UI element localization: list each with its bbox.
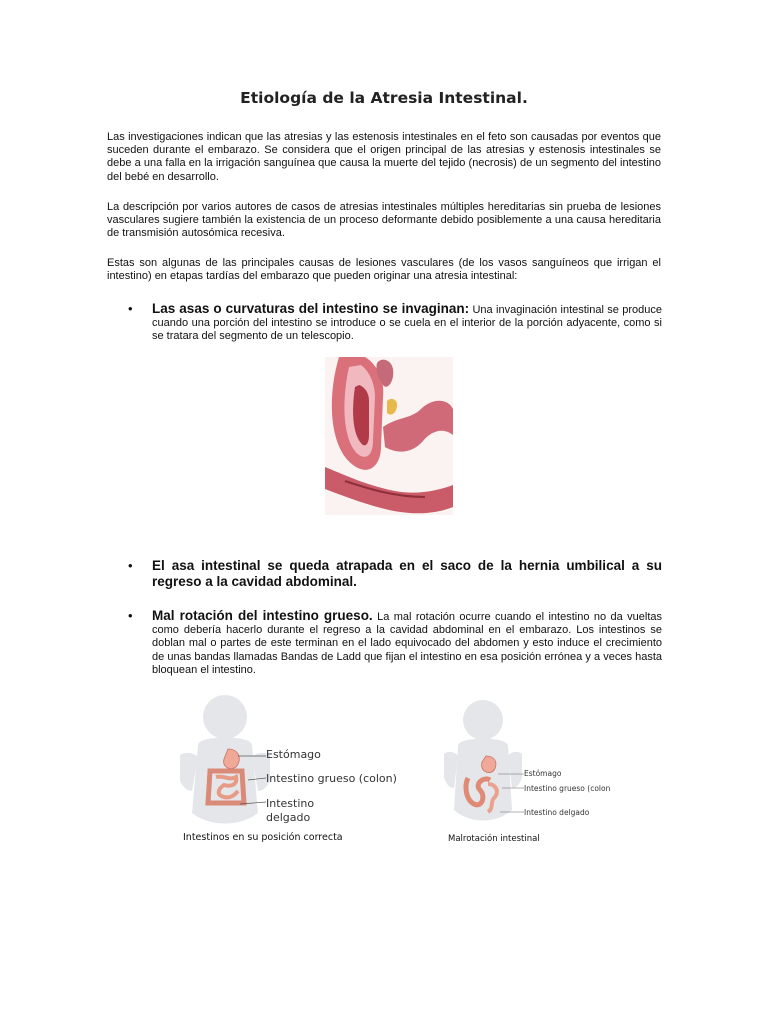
normal-leader-lines: [226, 754, 266, 814]
label-stomach: Estómago: [524, 769, 562, 778]
caption-normal-position: Intestinos en su posición correcta: [183, 832, 343, 843]
document-title: Etiología de la Atresia Intestinal.: [240, 89, 528, 107]
bullet-malrotation: [128, 608, 662, 677]
bullet-body: [152, 608, 662, 677]
paragraph-intro: Las investigaciones indican que las atresias y las estenosis intestinales en el feto son causadas por eventos que suceden durante el embarazo. Se considera que el origen principal de las atresias y estenosis intestinales se debe a una falla en la irrigación sanguínea que causa la muerte del tejido (necrosis) de un segmento del intestino del bebé en desarrollo.: [107, 131, 661, 183]
child-head: [203, 695, 247, 739]
paragraph-hereditary: La descripción por varios autores de casos de atresias intestinales múltiples hereditarias sin prueba de lesiones vasculares sugiere también la existencia de un proceso deformante debido posiblemente a una causa hereditaria de transmisión autosómica recesiva.: [107, 201, 661, 240]
bullet-body: [152, 301, 662, 344]
leader-colon: [248, 778, 266, 780]
bullet-heading: Mal rotación del intestino grueso.: [152, 608, 373, 623]
caption-malrotation: Malrotación intestinal: [448, 834, 540, 844]
label-large-intestine: Intestino grueso (colon): [266, 772, 397, 785]
bullet-symbol: •: [128, 301, 133, 316]
bullet-heading: El asa intestinal se queda atrapada en el saco de la hernia umbilical a su regreso a la cavidad abdominal.: [152, 558, 662, 589]
bullet-text: La mal rotación ocurre cuando el intestino no da vueltas como debería hacerlo durante el regreso a la cavidad abdominal en el embarazo. Los intestinos se doblan mal o partes de este terminan en el lado equivocado del abdomen y esto induce el crecimiento de unas bandas llamadas Bandas de Ladd que fijan el intestino en esa posición errónea y a veces hasta bloquean el intestino.: [152, 611, 662, 676]
bullet-heading: Las asas o curvaturas del intestino se invaginan:: [152, 301, 470, 316]
leader-small-intestine: [240, 802, 266, 804]
invagination-illustration: [325, 357, 453, 515]
malrotation-leader-lines: [498, 772, 524, 816]
bullet-symbol: •: [128, 608, 133, 623]
label-stomach: Estómago: [266, 748, 321, 761]
bullet-invagination: [128, 301, 662, 344]
label-small-intestine: Intestino delgado: [524, 808, 590, 817]
bullet-hernia: [128, 558, 662, 590]
bullet-symbol: •: [128, 558, 133, 573]
paragraph-causes: Estas son algunas de las principales causas de lesiones vasculares (de los vasos sanguíneos que irrigan el intestino) en etapas tardías del embarazo que pueden originar una atresia intestinal:: [107, 257, 661, 283]
label-small-intestine-line1: Intestino: [266, 797, 315, 810]
label-large-intestine: Intestino grueso (colon: [524, 784, 611, 793]
label-small-intestine-line2: delgado: [266, 811, 311, 824]
child-head: [463, 700, 503, 740]
bullet-text: Una invaginación intestinal se produce cuando una porción del intestino se introduce o se cuela en el interior de la porción adyacente, como si se tratara del segmento de un telescopio.: [152, 304, 662, 343]
